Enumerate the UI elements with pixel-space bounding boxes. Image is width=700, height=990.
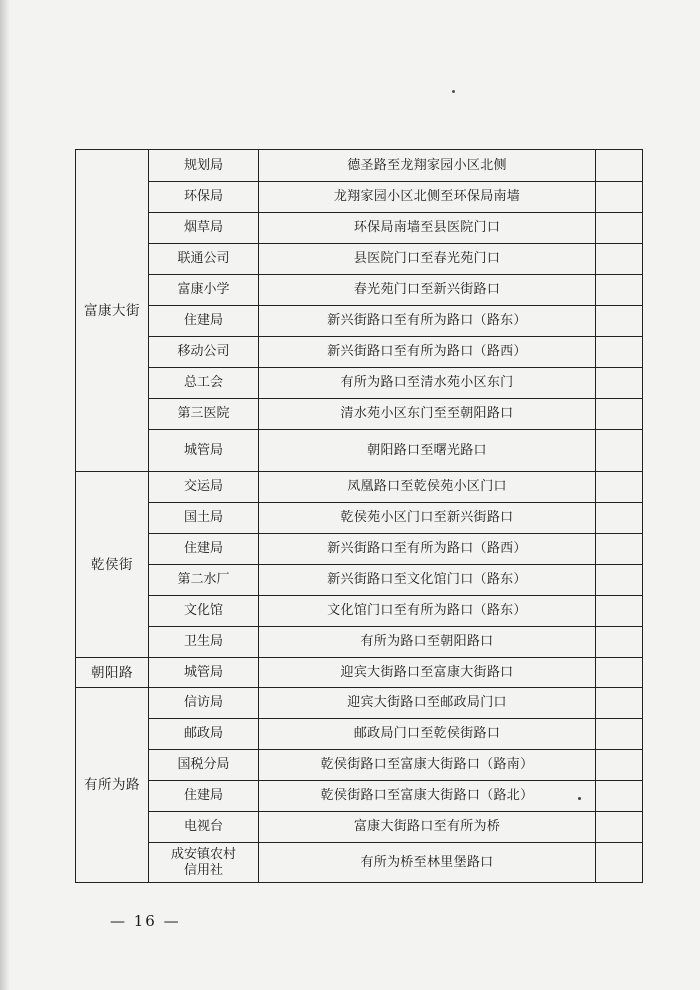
table-row (76, 534, 643, 565)
table-row (76, 812, 643, 843)
note-cell (596, 472, 643, 503)
road-name-cell: 朝阳路 (76, 658, 149, 688)
unit-cell: 城管局 (149, 430, 259, 472)
table-row (76, 368, 643, 399)
unit-cell: 文化馆 (149, 596, 259, 627)
table-body (76, 150, 643, 883)
range-cell: 乾侯街路口至富康大街路口（路南） (259, 750, 596, 781)
road-name-cell: 有所为路 (76, 688, 149, 883)
table-row (76, 213, 643, 244)
table-row (76, 627, 643, 658)
range-cell: 朝阳路口至曙光路口 (259, 430, 596, 472)
table-row (76, 150, 643, 182)
table-row (76, 306, 643, 337)
table-row (76, 719, 643, 750)
unit-cell: 电视台 (149, 812, 259, 843)
unit-cell: 信访局 (149, 688, 259, 719)
note-cell (596, 750, 643, 781)
range-cell: 新兴街路口至有所为路口（路东） (259, 306, 596, 337)
range-cell: 富康大街路口至有所为桥 (259, 812, 596, 843)
range-cell: 新兴街路口至有所为路口（路西） (259, 534, 596, 565)
range-cell: 龙翔家园小区北侧至环保局南墙 (259, 182, 596, 213)
table-row (76, 182, 643, 213)
range-cell: 邮政局门口至乾侯街路口 (259, 719, 596, 750)
unit-cell: 富康小学 (149, 275, 259, 306)
note-cell (596, 213, 643, 244)
table-row (76, 688, 643, 719)
unit-cell: 住建局 (149, 781, 259, 812)
unit-cell: 第二水厂 (149, 565, 259, 596)
unit-cell: 移动公司 (149, 337, 259, 368)
table-row (76, 399, 643, 430)
range-cell: 县医院门口至春光苑门口 (259, 244, 596, 275)
range-cell: 环保局南墙至县医院门口 (259, 213, 596, 244)
range-cell: 迎宾大街路口至邮政局门口 (259, 688, 596, 719)
range-cell: 有所为路口至清水苑小区东门 (259, 368, 596, 399)
table-row (76, 658, 643, 688)
note-cell (596, 719, 643, 750)
range-cell: 有所为桥至林里堡路口 (259, 843, 596, 883)
road-assignment-table (75, 149, 643, 883)
table-row (76, 596, 643, 627)
table-row (76, 244, 643, 275)
unit-cell: 联通公司 (149, 244, 259, 275)
road-name-cell: 乾侯街 (76, 472, 149, 658)
table-row (76, 472, 643, 503)
table-row (76, 503, 643, 534)
table-row (76, 750, 643, 781)
unit-cell: 烟草局 (149, 213, 259, 244)
note-cell (596, 812, 643, 843)
unit-cell: 国税分局 (149, 750, 259, 781)
note-cell (596, 627, 643, 658)
note-cell (596, 565, 643, 596)
unit-cell: 邮政局 (149, 719, 259, 750)
table-row (76, 843, 643, 883)
range-cell: 清水苑小区东门至至朝阳路口 (259, 399, 596, 430)
table-row (76, 275, 643, 306)
unit-cell: 城管局 (149, 658, 259, 688)
note-cell (596, 781, 643, 812)
scan-speck (452, 90, 455, 93)
unit-cell: 卫生局 (149, 627, 259, 658)
note-cell (596, 244, 643, 275)
range-cell: 凤凰路口至乾侯苑小区门口 (259, 472, 596, 503)
unit-cell: 总工会 (149, 368, 259, 399)
table-row (76, 565, 643, 596)
range-cell: 乾侯苑小区门口至新兴街路口 (259, 503, 596, 534)
range-cell: 新兴街路口至文化馆门口（路东） (259, 565, 596, 596)
unit-cell: 国土局 (149, 503, 259, 534)
range-cell: 文化馆门口至有所为路口（路东） (259, 596, 596, 627)
road-name-cell: 富康大街 (76, 150, 149, 472)
note-cell (596, 150, 643, 182)
unit-cell: 第三医院 (149, 399, 259, 430)
unit-cell: 成安镇农村 信用社 (149, 843, 259, 883)
note-cell (596, 368, 643, 399)
note-cell (596, 399, 643, 430)
unit-cell: 住建局 (149, 534, 259, 565)
range-cell: 春光苑门口至新兴街路口 (259, 275, 596, 306)
range-cell: 乾侯街路口至富康大街路口（路北） (259, 781, 596, 812)
unit-cell: 住建局 (149, 306, 259, 337)
note-cell (596, 306, 643, 337)
note-cell (596, 430, 643, 472)
note-cell (596, 275, 643, 306)
note-cell (596, 182, 643, 213)
note-cell (596, 534, 643, 565)
range-cell: 有所为路口至朝阳路口 (259, 627, 596, 658)
range-cell: 迎宾大街路口至富康大街路口 (259, 658, 596, 688)
unit-cell: 交运局 (149, 472, 259, 503)
range-cell: 新兴街路口至有所为路口（路西） (259, 337, 596, 368)
note-cell (596, 337, 643, 368)
table-row (76, 781, 643, 812)
note-cell (596, 658, 643, 688)
unit-cell: 规划局 (149, 150, 259, 182)
note-cell (596, 596, 643, 627)
note-cell (596, 843, 643, 883)
note-cell (596, 688, 643, 719)
table-row (76, 430, 643, 472)
unit-cell: 环保局 (149, 182, 259, 213)
note-cell (596, 503, 643, 534)
scan-page-edge (0, 0, 10, 990)
table-row (76, 337, 643, 368)
range-cell: 德圣路至龙翔家园小区北侧 (259, 150, 596, 182)
page-number: — 16 — (110, 912, 181, 930)
